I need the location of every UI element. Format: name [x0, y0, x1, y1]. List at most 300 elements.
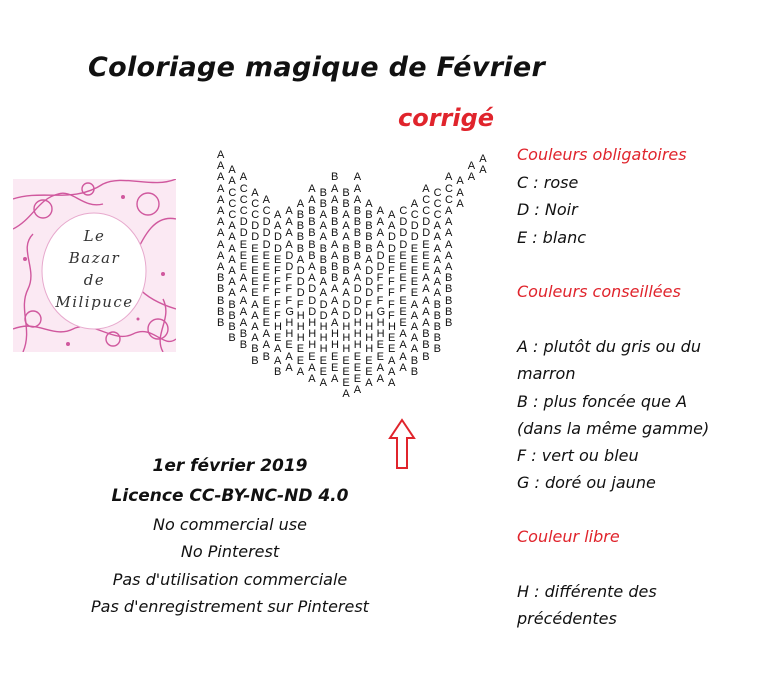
- grid-letter: A: [296, 253, 305, 266]
- grid-letter: D: [262, 216, 271, 229]
- grid-letter: A: [251, 298, 259, 311]
- grid-letter: B: [217, 272, 225, 285]
- grid-letter: E: [274, 332, 282, 345]
- grid-letter: A: [228, 175, 236, 188]
- grid-letter: B: [433, 343, 441, 356]
- grid-letter: E: [422, 249, 430, 262]
- letter-grid: [195, 150, 495, 430]
- grid-letter: D: [296, 276, 305, 289]
- grid-letter: B: [365, 231, 373, 244]
- grid-letter: A: [239, 294, 248, 307]
- grid-letter: B: [353, 216, 362, 229]
- grid-letter: F: [376, 283, 384, 296]
- grid-letter: F: [376, 294, 384, 307]
- grid-letter: E: [410, 276, 419, 289]
- grid-letter: A: [217, 193, 225, 206]
- grid-letter: A: [217, 205, 225, 217]
- grid-letter: A: [467, 160, 476, 173]
- grid-letter: A: [217, 249, 225, 262]
- grid-letter: D: [365, 265, 374, 277]
- grid-letter: D: [239, 227, 248, 240]
- grid-letter: B: [228, 332, 236, 345]
- grid-letter: D: [308, 305, 317, 318]
- grid-letter: B: [319, 265, 327, 277]
- grid-letter: B: [239, 339, 248, 352]
- grid-letter: B: [296, 209, 305, 221]
- grid-letter: H: [331, 339, 339, 352]
- grid-letter: E: [239, 261, 248, 273]
- grid-letter: B: [331, 216, 339, 229]
- grid-letter: E: [262, 249, 270, 262]
- grid-letter: A: [319, 377, 327, 389]
- logo-line: Le: [83, 227, 106, 245]
- grid-letter: D: [274, 231, 282, 244]
- grid-letter: A: [308, 193, 316, 206]
- grid-letter: A: [217, 238, 225, 251]
- grid-letter: A: [331, 238, 339, 251]
- grid-letter: E: [365, 354, 373, 367]
- grid-letter: H: [342, 343, 351, 356]
- grid-letter: F: [388, 276, 395, 289]
- grid-letter: E: [308, 350, 316, 363]
- grid-letter: E: [353, 350, 362, 363]
- grid-letter: A: [399, 328, 407, 341]
- grid-letter: H: [285, 328, 294, 341]
- grid-letter: A: [388, 209, 396, 221]
- grid-letter: A: [388, 220, 396, 233]
- grid-letter: B: [410, 365, 419, 378]
- grid-letter: D: [308, 283, 317, 296]
- grid-letter: A: [445, 171, 453, 184]
- grid-letter: B: [251, 354, 259, 367]
- grid-letter: B: [331, 261, 339, 273]
- grid-letter: A: [353, 171, 362, 184]
- grid-letter: E: [388, 332, 396, 345]
- grid-letter: C: [433, 209, 442, 221]
- grid-letter: C: [262, 205, 271, 217]
- grid-letter: A: [251, 332, 259, 345]
- grid-letter: F: [285, 294, 293, 307]
- grid-letter: A: [456, 175, 464, 188]
- grid-letter: F: [274, 265, 281, 277]
- grid-letter: E: [262, 272, 270, 285]
- grid-letter: E: [399, 261, 407, 273]
- grid-letter: B: [422, 350, 430, 363]
- grid-letter: F: [388, 309, 395, 322]
- grid-letter: D: [422, 227, 431, 240]
- grid-letter: A: [433, 242, 441, 255]
- grid-letter: A: [251, 186, 259, 199]
- grid-letter: E: [399, 294, 407, 307]
- mandatory-item: C : rose: [517, 173, 579, 192]
- grid-letter: H: [365, 332, 374, 345]
- grid-letter: H: [376, 317, 385, 329]
- grid-letter: G: [285, 305, 294, 318]
- grid-letter: E: [410, 242, 419, 255]
- grid-letter: A: [433, 287, 441, 300]
- grid-letter: H: [342, 332, 351, 345]
- grid-letter: A: [239, 305, 248, 318]
- grid-letter: B: [433, 298, 441, 311]
- grid-letter: B: [251, 343, 259, 356]
- grid-letter: A: [217, 261, 225, 273]
- grid-letter: B: [217, 294, 225, 307]
- grid-letter: E: [388, 253, 396, 266]
- logo-line: Milipuce: [55, 293, 134, 311]
- grid-letter: F: [285, 272, 293, 285]
- up-arrow-icon: [387, 418, 417, 470]
- grid-letter: E: [319, 354, 327, 367]
- grid-letter: A: [319, 220, 327, 233]
- grid-letter: B: [445, 283, 453, 296]
- grid-letter: A: [376, 361, 384, 374]
- grid-letter: C: [410, 209, 419, 221]
- grid-letter: A: [239, 283, 248, 296]
- grid-letter: A: [353, 193, 362, 206]
- grid-letter: A: [285, 216, 293, 229]
- grid-letter: E: [388, 343, 396, 356]
- grid-letter: A: [433, 276, 441, 289]
- grid-letter: B: [342, 242, 350, 255]
- grid-letter: E: [331, 350, 339, 363]
- grid-letter: A: [422, 317, 430, 329]
- grid-letter: F: [274, 309, 281, 322]
- mandatory-heading: Couleurs obligatoires: [517, 145, 687, 164]
- grid-letter: B: [365, 209, 373, 221]
- grid-letter: B: [331, 272, 339, 285]
- grid-letter: A: [308, 272, 316, 285]
- grid-letter: A: [433, 220, 441, 233]
- grid-letter: A: [319, 209, 327, 221]
- grid-letter: H: [388, 321, 396, 333]
- grid-letter: A: [410, 332, 419, 345]
- grid-letter: B: [365, 220, 373, 233]
- grid-letter: D: [376, 261, 385, 273]
- grid-letter: A: [479, 153, 487, 165]
- grid-letter: B: [319, 186, 327, 199]
- grid-letter: D: [353, 283, 362, 296]
- grid-letter: H: [285, 317, 294, 329]
- grid-letter: E: [410, 253, 419, 266]
- grid-letter: F: [274, 298, 281, 311]
- grid-letter: B: [365, 242, 373, 255]
- grid-letter: F: [376, 272, 384, 285]
- mandatory-item: E : blanc: [517, 228, 587, 247]
- grid-letter: D: [251, 220, 260, 233]
- grid-letter: A: [433, 253, 441, 266]
- grid-letter: A: [296, 197, 305, 210]
- grid-letter: E: [342, 377, 350, 389]
- grid-letter: B: [228, 321, 236, 333]
- logo-text: [13, 225, 176, 313]
- grid-letter: A: [410, 197, 419, 210]
- grid-letter: B: [331, 171, 339, 184]
- grid-letter: A: [353, 272, 362, 285]
- grid-letter: B: [319, 242, 327, 255]
- grid-letter: A: [319, 287, 327, 300]
- grid-letter: D: [353, 305, 362, 318]
- advised-heading: Couleurs conseillées: [517, 282, 681, 301]
- grid-letter: B: [353, 249, 362, 262]
- grid-letter: B: [308, 216, 316, 229]
- grid-letter: A: [285, 361, 293, 374]
- grid-letter: B: [342, 265, 350, 277]
- free-heading: Couleur libre: [517, 527, 620, 546]
- grid-letter: D: [342, 309, 351, 322]
- grid-letter: F: [365, 298, 372, 311]
- grid-letter: A: [217, 160, 225, 173]
- grid-letter: B: [353, 205, 362, 217]
- grid-letter: A: [239, 272, 248, 285]
- grid-letter: B: [217, 283, 225, 296]
- grid-letter: H: [274, 321, 282, 333]
- grid-letter: A: [467, 171, 476, 184]
- grid-letter: A: [274, 343, 282, 356]
- grid-letter: H: [376, 328, 385, 341]
- logo-line: de: [83, 271, 106, 289]
- grid-letter: B: [331, 205, 339, 217]
- grid-letter: A: [331, 305, 339, 318]
- grid-letter: H: [308, 317, 317, 329]
- grid-letter: E: [399, 317, 407, 329]
- grid-letter: E: [319, 365, 327, 378]
- grid-letter: A: [479, 164, 487, 177]
- grid-letter: C: [399, 205, 408, 217]
- grid-letter: C: [239, 193, 248, 206]
- grid-letter: D: [410, 231, 419, 244]
- date-text: 1er février 2019: [152, 456, 308, 476]
- grid-letter: A: [331, 182, 339, 195]
- grid-letter: D: [399, 238, 408, 251]
- grid-letter: B: [410, 354, 419, 367]
- grid-letter: A: [296, 365, 305, 378]
- grid-letter: H: [353, 328, 362, 341]
- page-subtitle: corrigé: [398, 104, 495, 132]
- grid-letter: F: [388, 287, 395, 300]
- grid-letter: A: [376, 216, 384, 229]
- grid-letter: A: [410, 309, 419, 322]
- grid-letter: D: [319, 309, 328, 322]
- grid-letter: E: [251, 276, 259, 289]
- grid-letter: A: [342, 209, 350, 221]
- grid-letter: A: [228, 164, 236, 177]
- grid-letter: A: [388, 377, 396, 389]
- grid-letter: E: [342, 354, 350, 367]
- grid-letter: B: [433, 309, 441, 322]
- grid-letter: D: [285, 249, 294, 262]
- grid-letter: A: [365, 377, 373, 389]
- grid-letter: C: [251, 197, 260, 210]
- grid-letter: B: [422, 328, 430, 341]
- grid-letter: D: [251, 231, 260, 244]
- grid-letter: B: [445, 305, 453, 318]
- grid-letter: H: [342, 321, 351, 333]
- grid-letter: F: [388, 298, 395, 311]
- grid-letter: H: [296, 332, 305, 345]
- grid-letter: H: [365, 321, 374, 333]
- grid-letter: C: [445, 193, 453, 206]
- grid-letter: F: [399, 283, 407, 296]
- grid-letter: A: [228, 265, 236, 277]
- grid-letter: A: [285, 238, 293, 251]
- grid-letter: A: [422, 305, 430, 318]
- grid-letter: A: [228, 276, 236, 289]
- grid-letter: E: [376, 350, 384, 363]
- grid-letter: A: [433, 231, 441, 244]
- grid-letter: E: [399, 249, 407, 262]
- grid-letter: H: [319, 332, 328, 345]
- grid-letter: E: [274, 253, 282, 266]
- grid-letter: C: [239, 205, 248, 217]
- grid-letter: D: [285, 261, 294, 273]
- grid-letter: A: [445, 227, 453, 240]
- grid-letter: B: [217, 305, 225, 318]
- grid-letter: A: [422, 294, 430, 307]
- grid-letter: D: [388, 242, 396, 255]
- advised-item: B : plus foncée que A: [517, 392, 688, 411]
- grid-letter: A: [319, 231, 327, 244]
- grid-letter: E: [262, 294, 270, 307]
- grid-letter: B: [239, 328, 248, 341]
- grid-letter: A: [217, 227, 225, 240]
- grid-letter: E: [251, 287, 259, 300]
- grid-letter: B: [274, 365, 282, 378]
- grid-letter: C: [422, 193, 431, 206]
- grid-letter: A: [376, 238, 384, 251]
- grid-letter: H: [296, 321, 305, 333]
- grid-letter: A: [308, 261, 316, 273]
- grid-letter: B: [433, 321, 441, 333]
- grid-letter: A: [319, 276, 327, 289]
- grid-letter: A: [285, 205, 293, 217]
- grid-letter: B: [342, 197, 350, 210]
- grid-letter: A: [331, 294, 339, 307]
- free-item: précédentes: [517, 609, 617, 628]
- grid-letter: E: [410, 287, 419, 300]
- grid-letter: H: [353, 339, 362, 352]
- grid-letter: A: [251, 309, 259, 322]
- grid-letter: A: [445, 216, 453, 229]
- grid-letter: A: [308, 373, 316, 385]
- grid-letter: A: [376, 227, 384, 240]
- grid-letter: A: [331, 283, 339, 296]
- grid-letter: B: [308, 205, 316, 217]
- grid-letter: A: [445, 238, 453, 251]
- grid-letter: A: [342, 276, 350, 289]
- grid-letter: A: [308, 361, 316, 374]
- grid-letter: H: [353, 317, 362, 329]
- grid-letter: E: [376, 339, 384, 352]
- grid-letter: A: [262, 193, 270, 206]
- grid-letter: E: [422, 261, 430, 273]
- grid-letter: D: [262, 238, 271, 251]
- grid-letter: A: [376, 373, 384, 385]
- grid-letter: E: [262, 305, 270, 318]
- grid-letter: D: [239, 216, 248, 229]
- grid-letter: A: [217, 182, 225, 195]
- grid-letter: A: [445, 249, 453, 262]
- grid-letter: H: [365, 343, 374, 356]
- grid-letter: A: [217, 171, 225, 184]
- grid-letter: A: [274, 209, 282, 221]
- grid-letter: A: [388, 354, 396, 367]
- grid-letter: E: [296, 354, 305, 367]
- grid-letter: D: [319, 298, 328, 311]
- grid-letter: B: [296, 231, 305, 244]
- grid-letter: H: [308, 328, 317, 341]
- grid-letter: A: [410, 321, 419, 333]
- grid-letter: A: [399, 361, 407, 374]
- grid-letter: B: [308, 238, 316, 251]
- grid-letter: H: [319, 321, 328, 333]
- grid-letter: H: [365, 309, 374, 322]
- grid-letter: H: [331, 328, 339, 341]
- grid-letter: A: [228, 287, 236, 300]
- grid-letter: D: [274, 242, 282, 255]
- grid-letter: E: [251, 265, 259, 277]
- grid-letter: A: [285, 227, 293, 240]
- mandatory-item: D : Noir: [517, 200, 578, 219]
- grid-letter: D: [422, 216, 431, 229]
- grid-letter: D: [376, 249, 385, 262]
- grid-letter: E: [399, 272, 407, 285]
- grid-letter: A: [228, 231, 236, 244]
- grid-letter: E: [285, 339, 293, 352]
- grid-letter: F: [388, 265, 395, 277]
- grid-letter: A: [353, 384, 362, 397]
- grid-letter: B: [262, 350, 270, 363]
- grid-letter: A: [445, 261, 453, 273]
- grid-letter: B: [445, 317, 453, 329]
- grid-letter: A: [410, 343, 419, 356]
- grid-letter: A: [376, 205, 384, 217]
- grid-letter: E: [365, 365, 373, 378]
- license-text: Licence CC-BY-NC-ND 4.0: [111, 486, 349, 506]
- grid-letter: E: [410, 265, 419, 277]
- grid-letter: C: [228, 209, 237, 221]
- grid-letter: C: [422, 205, 431, 217]
- grid-letter: D: [353, 294, 362, 307]
- grid-letter: F: [274, 276, 281, 289]
- grid-letter: A: [445, 205, 453, 217]
- grid-letter: B: [319, 253, 327, 266]
- grid-letter: A: [342, 287, 350, 300]
- grid-letter: E: [251, 242, 259, 255]
- grid-letter: D: [262, 227, 271, 240]
- grid-letter: B: [296, 242, 305, 255]
- grid-letter: C: [433, 186, 442, 199]
- grid-letter: A: [342, 220, 350, 233]
- grid-letter: A: [217, 149, 225, 161]
- grid-letter: A: [331, 317, 339, 329]
- grid-letter: A: [228, 220, 236, 233]
- grid-letter: A: [410, 298, 419, 311]
- grid-letter: H: [296, 309, 305, 322]
- grid-letter: D: [342, 298, 351, 311]
- grid-letter: A: [274, 354, 282, 367]
- grid-letter: A: [353, 261, 362, 273]
- grid-letter: B: [445, 294, 453, 307]
- grid-letter: F: [296, 298, 304, 311]
- grid-letter: B: [308, 249, 316, 262]
- grid-letter: B: [342, 253, 350, 266]
- grid-letter: F: [262, 283, 270, 296]
- grid-letter: A: [262, 339, 270, 352]
- grid-letter: A: [342, 388, 350, 401]
- grid-letter: C: [239, 182, 248, 195]
- grid-letter: C: [228, 186, 237, 199]
- grid-letter: B: [331, 227, 339, 240]
